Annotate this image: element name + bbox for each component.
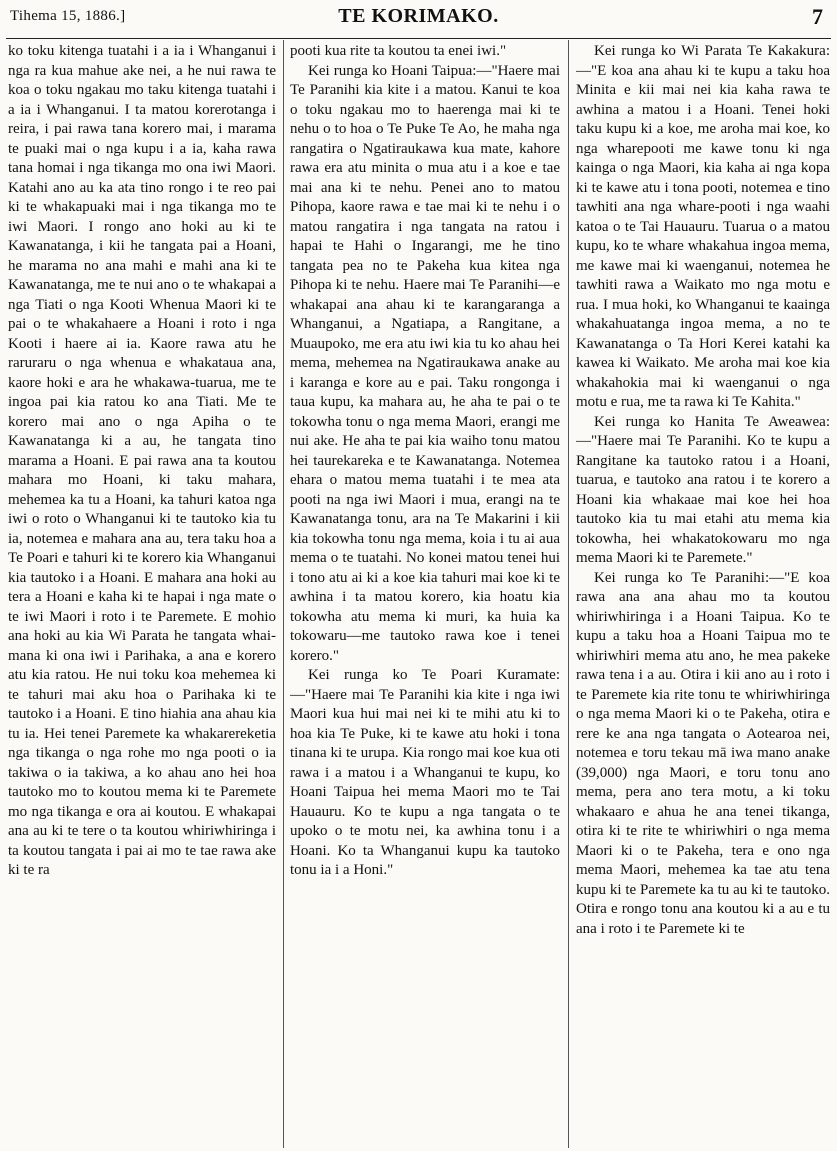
paragraph: Kei runga ko Te Paranihi:—"E koa rawa ana ana ahau mo ta koutou whiriwhiringa i a Hoani Taipua. Ko te kupu a taku hoa a Hoani Taipua mo te whiriwhiri mema atu ano, he mea pakeke rawa tena i a au. Otira i kii ano au i roto i te Paremete kia rite tonu te whiriwhiringa o nga mema Maori ki o te Pakeha, otira e rere ke ana nga tangata o Aotearoa nei, notemea e toru tekau mā iwa mano anake (39,000) nga Maori, e toru tonu ano mema, pera ano tera motu, a ki toku whakaaro e ahua he ana tenei tikanga, otira ki te rite te whiriwhiri o nga mema Maori ki o te Pakeha, tera e ono nga mema Maori, mehemea ka tae atu tena kupu ki te Paremete ka tu au ki te tautoko. Otira e rongo tonu ana koutou ki a au e tu ana i roto i te Paremete ki te bbox=[576, 569, 830, 937]
paragraph: Kei runga ko Hanita Te Aweawea:—"Haere mai Te Paranihi. Ko te kupu a Rangitane ka tautoko ratou i a Hoani, tuarua, e tautoko ana ratou i te korero a Hoani kia whakaae mai koe hei hoa tautoko kia tu mai etahi atu mema kia tokowha, hei whakatokowaru mo nga mema Maori ki te Paremete." bbox=[576, 413, 830, 566]
column-1 bbox=[8, 42, 276, 1146]
issue-date: Tihema 15, 1886.] bbox=[10, 8, 126, 24]
column-2 bbox=[290, 42, 560, 1146]
column-3 bbox=[576, 42, 830, 1146]
paragraph: ko toku kitenga tuatahi i a ia i Whanganui i nga ra kua mahue ake nei, a he nui rawa te koa o toku ngakau mo taku kitenga tuatahi i a ia i Whanganui. I ta matou korerotanga i reira, i pai rawa tana korero mai, i marama te puaki mai o nga kupu i a ia, kaha rawa tana homai i nga tikanga mo ona iwi Maori. Katahi ano au ka ata tino rongo i te reo pai ki te whakapuaki mai i nga tikanga mo te iwi Maori. I rongo ano hoki au ki te Kawanatanga, i kii he tangata pai a Hoani, he marama no ana mahi e mahi ana ki te Kawanatanga, me te nui ano o te whakapai a nga Tiati o nga Kooti Whenua Maori ki te pai o te whakahaere a Hoani i roto i nga Kooti i haere ai ia. Kaore rawa atu he raruraru o nga whenua e whakataua ana, kaore hoki e ara he whakawa-tuarua, me te ingoa pai kia ratou ko ana Tiati. Me te korero mai ano o nga Apiha o te Kawanatanga ki a au, he tangata tino marama a Hoani. E pai rawa ana ta koutou mahara mo Hoani, ki taku mahara, mehemea ka tu a Hoani, ka tahuri katoa nga iwi o roto o Whanganui ki te tautoko kia tu ia, notemea e mahara ana au, tera taku hoa a Te Poari e tahuri ki te korero kia Whanganui kia tautoko i a Hoani. E mahara ana hoki au tera a Hoani e kaha ki te hapai i nga mate o te iwi Maori i roto i te Paremete. E mohio ana hoki au kia Wi Parata he tangata whai-mana ki ona iwi i Parihaka, a ana e korero atu kia ratou. He nui toku koa mehemea ki te tahuri mai aku hoa o Parihaka ki te tautoko i a Hoani. E tino hiahia ana ahau kia tu ia. Hei tenei Paremete ka whakarereketia nga tikanga o nga rohe mo nga pooti o ia takiwa o ia takiwa, a ko ahau ano hei hoa tautoko mo to koutou mema ki te Paremete mo nga tikanga e ora ai koutou. E whakapai ana au ki te tere o ta koutou whiriwhiringa i ta koutou tangata i pai ai mo te tae rawa ake ki te ra bbox=[8, 43, 276, 878]
paragraph: Kei runga ko Hoani Taipua:—"Haere mai Te Paranihi kia kite i a matou. Kanui te koa o toku ngakau mo to haerenga mai ki te nehu o to hoa o Te Puke Te Ao, he maha nga rangatira o Ngatiraukawa kua mate, kahore rawa era atu minita o mua atu i a koe e tae mai ana ki te nehu. Penei ano to matou Pihopa, kaore rawa e tae mai ki te nehu i o matou rangatira i nga tangata na ratou i hapai te Hahi o Ingarangi, me he tino tangata pea no te Pakeha kua kitea nga Pihopa ki te nehu. Haere mai Te Paranihi—e whakapai ana ahau ki te karangaranga a Whanganui, a Ngatiapa, a Rangitane, a Muaupoko, me era atu iwi kia tu ko ahau hei mema, mehemea na Ngatiraukawa anake au i karanga e kore au e pai. Taku rongonga i taua kupu, ka mahara au, he aha te pai o te tokowha tonu o nga mema Maori, erangi me nui ake. He aha te pai kia waiho tonu matou hei taurekareka e te Kawanatanga. Notemea ehara o matou mema tuatahi i te mea ata pooti na nga iwi Maori i mua, erangi na te Kawanatanga tonu, ara na Te Makarini i kii kia tokowha tonu nga mema, koia i tu ai aua mema o te tuatahi. No konei matou tenei hui i tono atu ai ki a koe kia tahuri mai koe ki te awhina i ta matou korero, kia hoatu kia tokowha atu mema ki muri, ka huia ka tokowaru—me tautoko rawa koe i tenei korero." bbox=[290, 62, 560, 664]
paragraph: Kei runga ko Te Poari Kuramate:—"Haere mai Te Paranihi kia kite i nga iwi Maori kua hui mai nei ki te mihi atu ki to hoa kia Te Puke, ki te kawe atu hoki i tona tinana ki te urupa. Kia rongo mai koe kua oti rawa i a matou i a Whanganui te kupu, ko Hoani Taipua hei mema Maori mo te Tai Hauauru. Ko te kupu a nga tangata o te upoko o te motu nei, ka awhina tonu i a Hoani. Ko ta Whanganui kupu ka tautoko tonu ia i a Honi." bbox=[290, 667, 560, 878]
header-rule bbox=[6, 38, 831, 39]
column-divider bbox=[283, 40, 284, 1148]
page-header bbox=[0, 0, 837, 40]
paragraph: Kei runga ko Wi Parata Te Kakakura:—"E koa ana ahau ki te kupu a taku hoa Minita e kii mai nei kia kaha rawa te awhina a matou i a Hoani. Tenei hoki taku kupu ki a koe, me aroha mai koe, ko nga wharepooti me kawe tonu ki nga kainga o nga Maori, kia kaha ai nga kopa ki te kawe atu i tona pooti, notemea e tino tawhiti ana nga whare-pooti i nga waahi katoa o te Tai Hauauru. Tuarua o a matou kupu, ko te whare whakahua ingoa mema, me kawe mai ki waenganui, notemea he tawhiti rawa a Waikato mo nga motu e rua. I mua hoki, ko Whanganui te kaainga whakahuatanga ingoa mema, a no te Kawanatanga o Ta Hori Kerei katahi ka kawea ki Waikato. Me aroha mai koe kia whakahokia mai ki waenganui o nga motu e rua, me ta rawa ki Te Kahita." bbox=[576, 43, 830, 410]
page-number: 7 bbox=[812, 4, 823, 29]
column-divider bbox=[568, 40, 569, 1148]
paragraph: pooti kua rite ta koutou ta enei iwi." bbox=[290, 43, 507, 59]
newspaper-title: TE KORIMAKO. bbox=[338, 5, 499, 27]
